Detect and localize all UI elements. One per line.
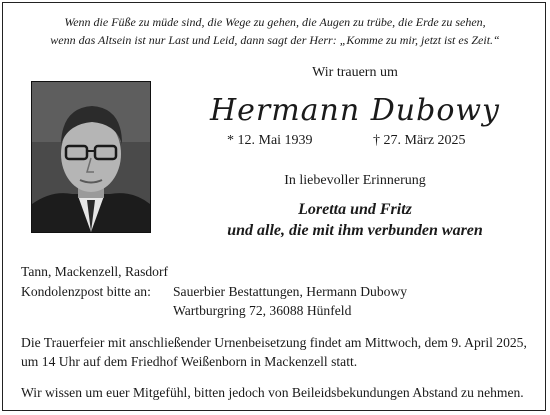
places-line: Tann, Mackenzell, Rasdorf <box>21 264 169 279</box>
condolence-address-line-1: Sauerbier Bestattungen, Hermann Dubowy <box>173 284 408 299</box>
obituary-card <box>2 2 546 411</box>
deceased-name: Hermann Dubowy <box>209 93 501 128</box>
ceremony-line-2: um 14 Uhr auf dem Friedhof Weißenborn in Mackenzell statt. <box>21 354 358 369</box>
family-names: Loretta und Fritz <box>298 201 412 218</box>
quote-line-2: wenn das Altsein ist nur Last und Leid, dann sagt der Herr: „Komme zu mir, jetzt ist es Zeit.“ <box>50 33 500 47</box>
birth-date: * 12. Mai 1939 <box>227 133 313 148</box>
death-date: † 27. März 2025 <box>373 133 466 148</box>
mourning-intro: Wir trauern um <box>312 65 398 80</box>
quote-verse <box>3 13 547 49</box>
family-others: und alle, die mit ihm verbunden waren <box>227 222 483 239</box>
portrait-photo <box>31 81 151 233</box>
quote-line-1: Wenn die Füße zu müde sind, die Wege zu gehen, die Augen zu trübe, die Erde zu sehen, <box>64 15 486 29</box>
condolence-label: Kondolenzpost bitte an: <box>21 284 151 299</box>
remembrance-line: In liebevoller Erinnerung <box>284 173 426 188</box>
condolence-address-line-2: Wartburgring 72, 36088 Hünfeld <box>173 303 352 318</box>
closing-note: Wir wissen um euer Mitgefühl, bitten jedoch von Beileidsbekundungen Abstand zu nehmen. <box>21 385 524 400</box>
ceremony-line-1: Die Trauerfeier mit anschließender Urnenbeisetzung findet am Mittwoch, dem 9. April 2025, <box>21 335 527 350</box>
